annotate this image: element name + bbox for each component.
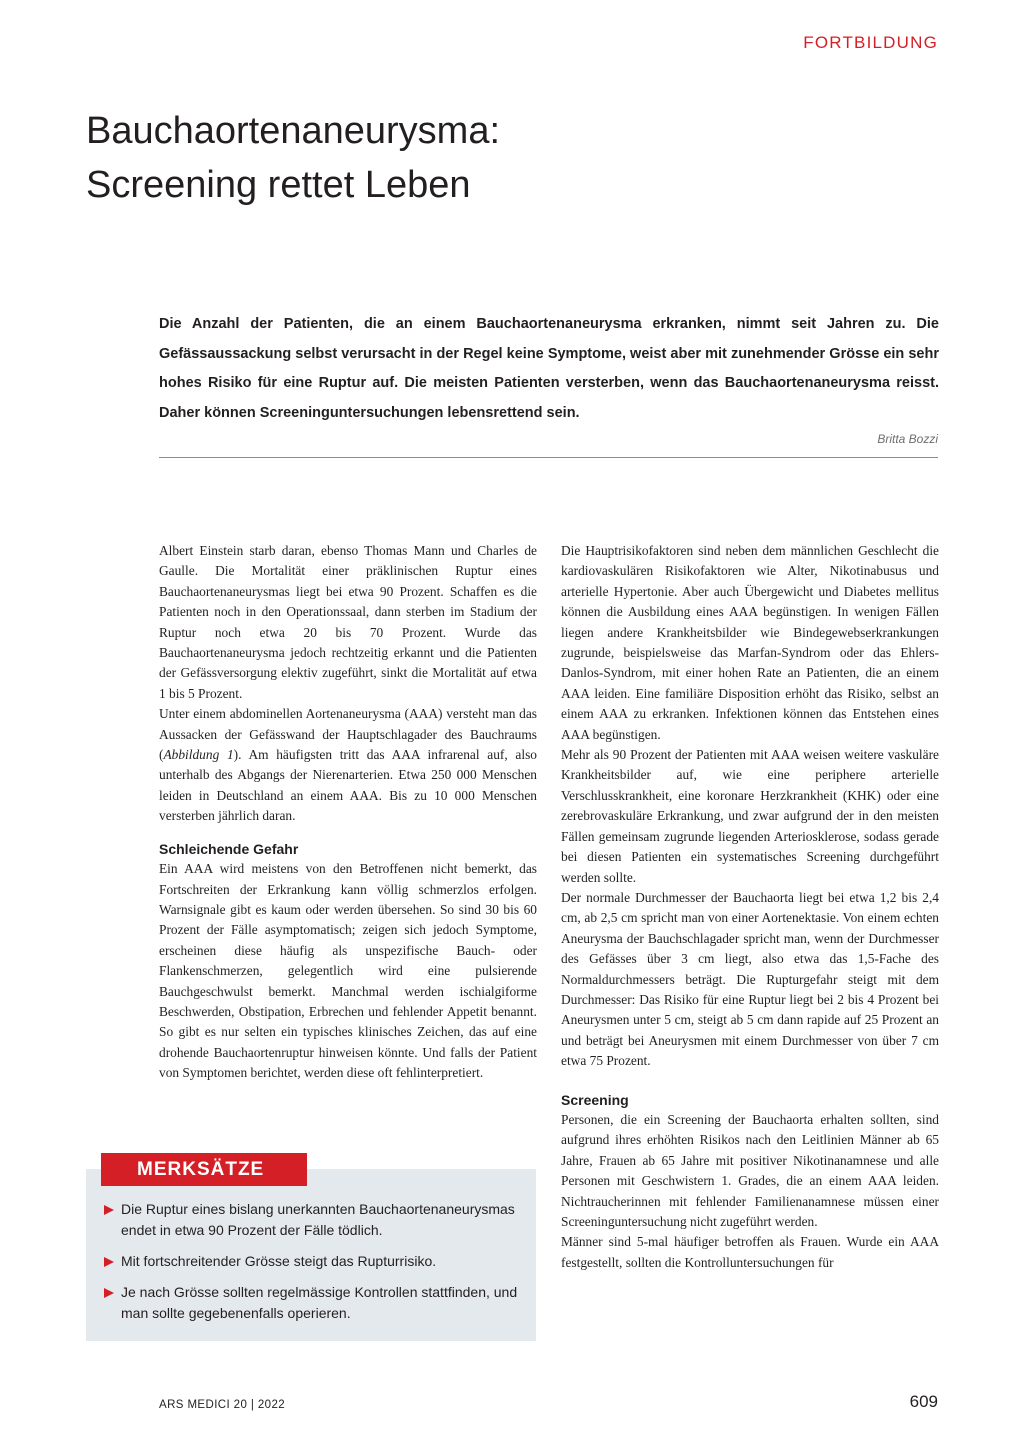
author-name: Britta Bozzi xyxy=(877,432,938,446)
left-column xyxy=(159,541,537,1084)
body-paragraph: Mehr als 90 Prozent der Patienten mit AAA weisen weitere vaskuläre Krankheitsbilder auf, wie eine periphere arterielle Verschlusskrankheit, eine koronare Herzkrankheit (KHK) oder eine zerebrovaskuläre Erkrankung, und zwar aufgrund der in den meisten Fällen gemeinsam zugrunde liegenden Arteriosklerose, sodass gerade bei diesen Patienten ein systematisches Screening durchgeführt werden sollte. xyxy=(561,747,939,885)
list-item-text: Mit fortschreitender Grösse steigt das Rupturrisiko. xyxy=(121,1253,437,1269)
body-text: Unter einem abdominellen Aortenaneurysma (AAA) versteht man das Aussacken der Gefässwand der Hauptschlagader des Bauchraums ( xyxy=(159,706,537,763)
body-text: ). Am häufigsten tritt das AAA infrarenal auf, also unterhalb des Abgangs der Nierenarterien. Etwa 250 000 Menschen leiden in Deutschland an einem AAA. Bis zu 10 000 Menschen versterben jährlich daran. xyxy=(159,747,537,824)
page-number: 609 xyxy=(909,1392,938,1411)
divider-line xyxy=(159,457,938,458)
figure-reference: Abbildung 1 xyxy=(163,747,234,763)
section-label: FORTBILDUNG xyxy=(803,33,938,52)
triangle-bullet-icon xyxy=(104,1257,114,1267)
triangle-bullet-icon xyxy=(104,1288,114,1298)
section-heading: Schleichende Gefahr xyxy=(159,840,299,857)
journal-issue: ARS MEDICI 20 | 2022 xyxy=(159,1399,286,1411)
body-paragraph: Der normale Durchmesser der Bauchaorta liegt bei etwa 1,2 bis 2,4 cm, ab 2,5 cm spricht man von einer Aortenektasie. Von einem echten Aneurysma der Bauchschlagader spricht man, wenn der Durchmesser des Gefässes über 3 cm liegt, also etwa das 1,5-Fache des Normaldurchmessers beträgt. Die Rupturgefahr steigt mit dem Durchmesser: Das Risiko für eine Ruptur liegt bei 2 bis 4 Prozent bei Aneurysmen unter 5 cm, steigt ab 5 cm dann rapide auf 25 Prozent an und beträgt bei Aneurysmen mit einem Durchmesser von über 7 cm etwa 75 Prozent. xyxy=(561,889,939,1069)
body-paragraph: Die Hauptrisikofaktoren sind neben dem männlichen Geschlecht die kardiovaskulären Risikofaktoren wie Alter, Nikotinabusus und arterielle Hypertonie. Aber auch Übergewicht und Diabetes mellitus können die Ausbildung eines AAA begünstigen. In wenigen Fällen liegen andere Krankheitsbilder wie Bindegewebserkrankungen zugrunde, beispielsweise das Marfan-Syndrom oder das Ehlers-Danlos-Syndrom, mit einer hohen Rate an Patienten, die an einem AAA leiden. Eine familiäre Disposition erhöht das Risiko, selbst an einem AAA zu erkranken. Infektionen können das Entstehen eines AAA begünstigen. xyxy=(561,543,939,742)
right-column xyxy=(561,541,939,1273)
list-item xyxy=(104,1199,524,1241)
body-paragraph: Albert Einstein starb daran, ebenso Thomas Mann und Charles de Gaulle. Die Mortalität einer präklinischen Ruptur eines Bauchaortenaneurysmas liegt bei etwa 90 Prozent. Schaffen es die Patienten noch in den Operationssaal, dann sterben im Stadium der Ruptur noch etwa 20 bis 70 Prozent. Wurde das Bauchaortenaneurysma jedoch rechtzeitig erkannt und die Patienten der Gefässversorgung elektiv zugeführt, sinkt die Mortalität auf etwa 1 bis 5 Prozent. xyxy=(159,543,537,701)
key-points-list xyxy=(104,1199,524,1334)
article-title xyxy=(86,104,886,212)
list-item xyxy=(104,1282,524,1324)
list-item-text: Die Ruptur eines bislang unerkannten Bauchaortenaneurysmas endet in etwa 90 Prozent der Fälle tödlich. xyxy=(121,1201,515,1238)
body-paragraph: Personen, die ein Screening der Bauchaorta erhalten sollten, sind aufgrund ihres erhöhten Risikos nach den Leitlinien Männer ab 65 Jahre, Frauen ab 65 Jahre mit positiver Nikotinanamnese und alle Personen mit Geschwistern 1. Grades, die an einem AAA leiden. Nichtraucherinnen mit fehlender Familienanamnese müssen einer Screeninguntersuchung nicht zugeführt werden. xyxy=(561,1111,939,1229)
body-paragraph: Männer sind 5-mal häufiger betroffen als Frauen. Wurde ein AAA festgestellt, sollten die Kontrolluntersuchungen für xyxy=(561,1234,939,1270)
key-points-title: MERKSÄTZE xyxy=(101,1153,307,1186)
body-paragraph xyxy=(159,704,537,826)
article-title-line-1: Bauchaortenaneurysma: xyxy=(86,110,501,152)
article-title-line-2: Screening rettet Leben xyxy=(86,164,471,206)
lead-paragraph: Die Anzahl der Patienten, die an einem Bauchaortenaneurysma erkranken, nimmt seit Jahren zu. Die Gefässaussackung selbst verursacht in der Regel keine Symptome, weist aber mit zunehmender Grösse ein sehr hohes Risiko für eine Ruptur auf. Die meisten Patienten versterben, wenn das Bauchaortenaneurysma reisst. Daher können Screeninguntersuchungen lebensrettend sein. xyxy=(159,316,939,421)
list-item xyxy=(104,1251,524,1272)
list-item-text: Je nach Grösse sollten regelmässige Kontrollen stattfinden, und man sollte gegebenenfalls operieren. xyxy=(121,1284,518,1321)
body-paragraph: Ein AAA wird meistens von den Betroffenen nicht bemerkt, das Fortschreiten der Erkrankung kann völlig schmerzlos erfolgen. Warnsignale gibt es kaum oder werden übersehen. So sind 30 bis 60 Prozent der Fälle asymptomatisch; zeigen sich jedoch Symptome, erscheinen diese häufig als unspezifische Bauch- oder Flankenschmerzen, gelegentlich wird eine pulsierende Bauchgeschwulst bemerkt. Manchmal werden ischialgiforme Beschwerden, Obstipation, Erbrechen und fehlender Appetit benannt. So gibt es nur selten ein typisches klinisches Zeichen, das auf eine drohende Bauchaortenruptur hinweisen könnte. Und falls der Patient von Symptomen berichtet, werden diese oft fehlinterpretiert. xyxy=(159,861,537,1081)
triangle-bullet-icon xyxy=(104,1205,114,1215)
section-heading: Screening xyxy=(561,1091,629,1108)
